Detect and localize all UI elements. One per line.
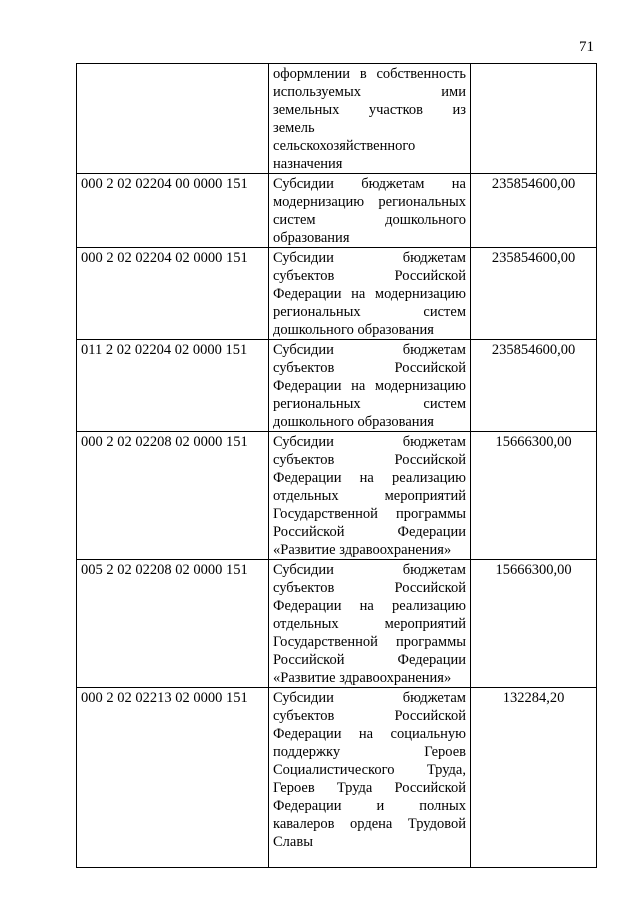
table-row xyxy=(77,64,597,174)
description-line: Героев Труда Российской xyxy=(273,780,466,796)
description-line: дошкольного образования xyxy=(273,322,434,338)
description-line: Федерации и полных xyxy=(273,798,466,814)
description-line: Субсидии бюджетам xyxy=(273,562,466,578)
description-line: Государственной программы xyxy=(273,634,466,650)
amount-cell: 235854600,00 xyxy=(471,174,597,248)
page-number: 71 xyxy=(579,39,594,55)
description-line: сельскохозяйственного xyxy=(273,138,416,154)
amount-cell: 235854600,00 xyxy=(471,248,597,340)
description-line: Славы xyxy=(273,834,313,850)
description-line: Федерации на модернизацию xyxy=(273,286,466,302)
description-cell xyxy=(269,248,471,340)
description-line: Федерации на реализацию xyxy=(273,470,466,486)
description-line: «Развитие здравоохранения» xyxy=(273,670,452,686)
description-line: Федерации на реализацию xyxy=(273,598,466,614)
description-line: региональных систем xyxy=(273,396,466,412)
description-line: кавалеров ордена Трудовой xyxy=(273,816,466,832)
amount-cell: 235854600,00 xyxy=(471,340,597,432)
description-line: поддержку Героев xyxy=(273,744,466,760)
description-cell xyxy=(269,432,471,560)
budget-code-cell: 005 2 02 02208 02 0000 151 xyxy=(77,560,269,688)
budget-code-cell: 000 2 02 02204 00 0000 151 xyxy=(77,174,269,248)
description-line: Российской Федерации xyxy=(273,652,466,668)
table-body xyxy=(77,64,597,868)
budget-code-cell xyxy=(77,64,269,174)
description-line: Государственной программы xyxy=(273,506,466,522)
description-line: отдельных мероприятий xyxy=(273,488,466,504)
amount-cell: 132284,20 xyxy=(471,688,597,868)
description-cell xyxy=(269,174,471,248)
description-line: субъектов Российской xyxy=(273,580,466,596)
description-line: субъектов Российской xyxy=(273,452,466,468)
description-line: Российской Федерации xyxy=(273,524,466,540)
description-line: Федерации на социальную xyxy=(273,726,466,742)
description-cell xyxy=(269,688,471,868)
description-line: используемых ими xyxy=(273,84,466,100)
description-cell xyxy=(269,560,471,688)
description-line: субъектов Российской xyxy=(273,360,466,376)
description-line: Субсидии бюджетам на xyxy=(273,176,466,192)
description-line: Субсидии бюджетам xyxy=(273,250,466,266)
description-line: Федерации на модернизацию xyxy=(273,378,466,394)
amount-cell: 15666300,00 xyxy=(471,432,597,560)
budget-code-cell: 000 2 02 02208 02 0000 151 xyxy=(77,432,269,560)
table-row xyxy=(77,688,597,868)
description-line: «Развитие здравоохранения» xyxy=(273,542,452,558)
description-line: Субсидии бюджетам xyxy=(273,434,466,450)
description-line: Социалистического Труда, xyxy=(273,762,466,778)
table-row xyxy=(77,248,597,340)
budget-code-cell: 000 2 02 02204 02 0000 151 xyxy=(77,248,269,340)
description-line: образования xyxy=(273,230,350,246)
table-row xyxy=(77,432,597,560)
description-line: земель xyxy=(273,120,315,136)
amount-cell xyxy=(471,64,597,174)
description-line: Субсидии бюджетам xyxy=(273,342,466,358)
description-line: субъектов Российской xyxy=(273,268,466,284)
table-row xyxy=(77,340,597,432)
description-line: оформлении в собственность xyxy=(273,66,466,82)
description-line: отдельных мероприятий xyxy=(273,616,466,632)
budget-code-cell: 011 2 02 02204 02 0000 151 xyxy=(77,340,269,432)
description-cell xyxy=(269,64,471,174)
description-line: Субсидии бюджетам xyxy=(273,690,466,706)
description-line: земельных участков из xyxy=(273,102,466,118)
description-cell xyxy=(269,340,471,432)
description-line: субъектов Российской xyxy=(273,708,466,724)
description-line: дошкольного образования xyxy=(273,414,434,430)
description-line: назначения xyxy=(273,156,343,172)
description-line: модернизацию региональных xyxy=(273,194,466,210)
budget-code-cell: 000 2 02 02213 02 0000 151 xyxy=(77,688,269,868)
budget-revenue-table xyxy=(76,63,597,868)
description-line: региональных систем xyxy=(273,304,466,320)
description-line: систем дошкольного xyxy=(273,212,466,228)
table-row xyxy=(77,174,597,248)
table-row xyxy=(77,560,597,688)
amount-cell: 15666300,00 xyxy=(471,560,597,688)
